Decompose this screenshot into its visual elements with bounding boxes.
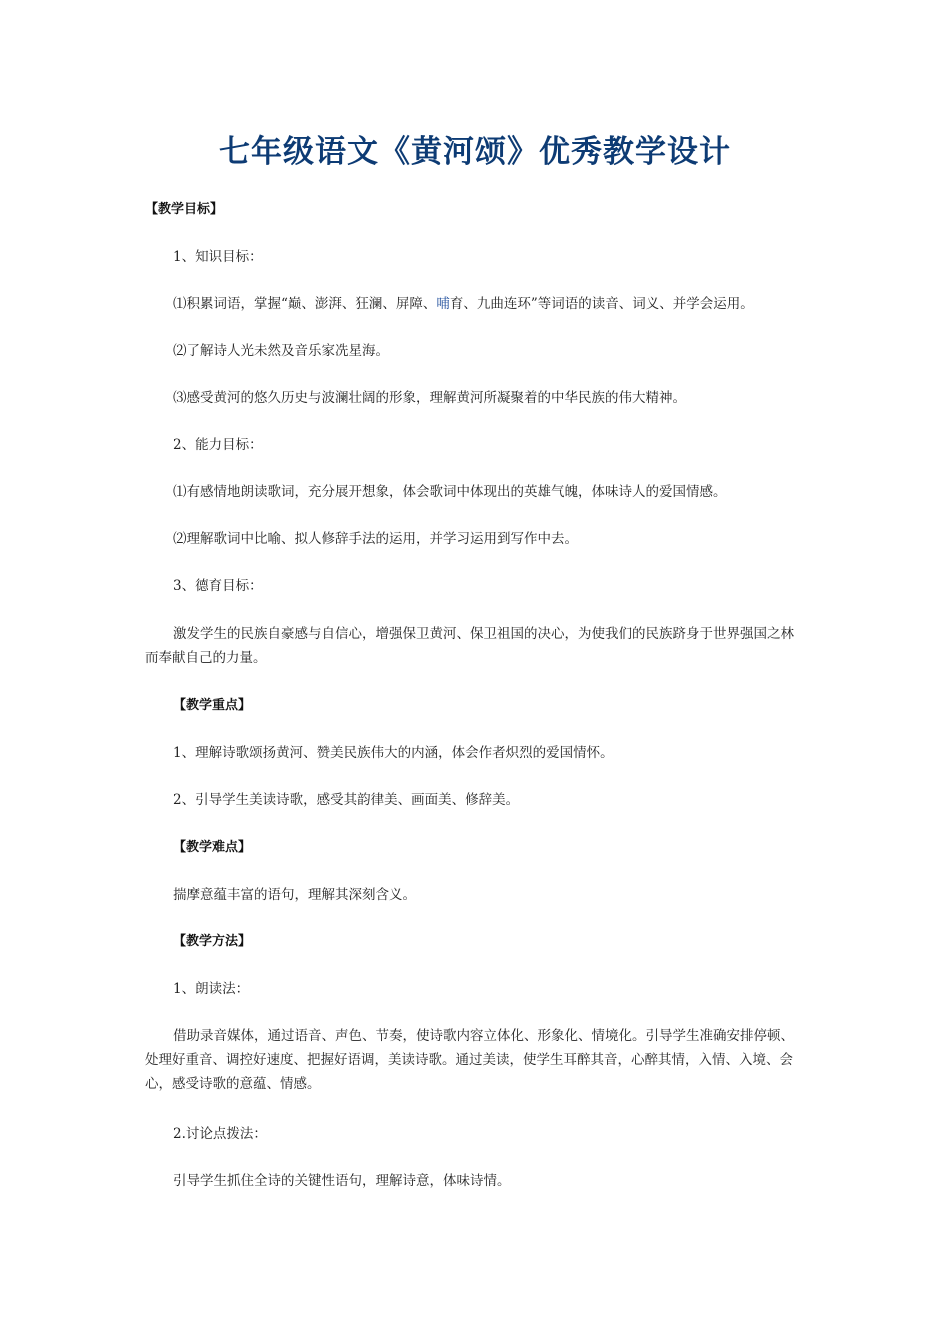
key-point-item-2: 2、引导学生美读诗歌，感受其韵律美、画面美、修辞美。 [173, 792, 520, 808]
document-title: 七年级语文《黄河颂》优秀教学设计 [219, 134, 731, 170]
section-heading-methods: 【教学方法】 [173, 934, 252, 949]
knowledge-goal-item-1-text-b: 育、九曲连环”等词语的读音、词义、并学会运用。 [449, 296, 754, 312]
section-heading-teaching-goals: 【教学目标】 [145, 202, 224, 217]
moral-goal-text: 激发学生的民族自豪感与自信心，增强保卫黄河、保卫祖国的决心，为使我们的民族跻身于世界强国之林而奉献自己的力量。 [145, 626, 794, 666]
section-heading-difficulties: 【教学难点】 [173, 840, 252, 855]
section-heading-key-points: 【教学重点】 [173, 698, 252, 713]
method-2-label: 2.讨论点拨法： [173, 1126, 267, 1142]
method-1-text: 借助录音媒体，通过语音、声色、节奏，使诗歌内容立体化、形象化、情境化。引导学生准确安排停顿、处理好重音、调控好速度、把握好语调，美读诗歌。通过美读，使学生耳醉其音，心醉其情，入情、入境、会心，感受诗歌的意蕴、情感。 [145, 1028, 794, 1092]
ability-goal-item-2: ⑵理解歌词中比喻、拟人修辞手法的运用，并学习运用到写作中去。 [173, 531, 578, 547]
ability-goal-label: 2、能力目标： [173, 437, 263, 453]
method-1-label: 1、朗读法： [173, 981, 250, 997]
moral-goal-label: 3、德育目标： [173, 578, 263, 594]
difficulty-item-1: 揣摩意蕴丰富的语句，理解其深刻含义。 [173, 887, 416, 903]
ability-goal-item-1: ⑴有感情地朗读歌词，充分展开想象，体会歌词中体现出的英雄气魄，体味诗人的爱国情感。 [173, 484, 727, 500]
highlighted-character: 哺 [436, 296, 450, 312]
key-point-item-1: 1、理解诗歌颂扬黄河、赞美民族伟大的内涵，体会作者炽烈的爱国情怀。 [173, 745, 614, 761]
knowledge-goal-item-1 [173, 292, 754, 316]
method-2-text: 引导学生抓住全诗的关键性语句，理解诗意，体味诗情。 [173, 1173, 511, 1189]
knowledge-goal-item-2: ⑵了解诗人光未然及音乐家冼星海。 [173, 343, 389, 359]
knowledge-goal-item-3: ⑶感受黄河的悠久历史与波澜壮阔的形象，理解黄河所凝聚着的中华民族的伟大精神。 [173, 390, 686, 406]
knowledge-goal-item-1-text-a: ⑴积累词语，掌握“巅、澎湃、狂澜、屏障、 [173, 296, 437, 312]
knowledge-goal-label: 1、知识目标： [173, 249, 263, 265]
